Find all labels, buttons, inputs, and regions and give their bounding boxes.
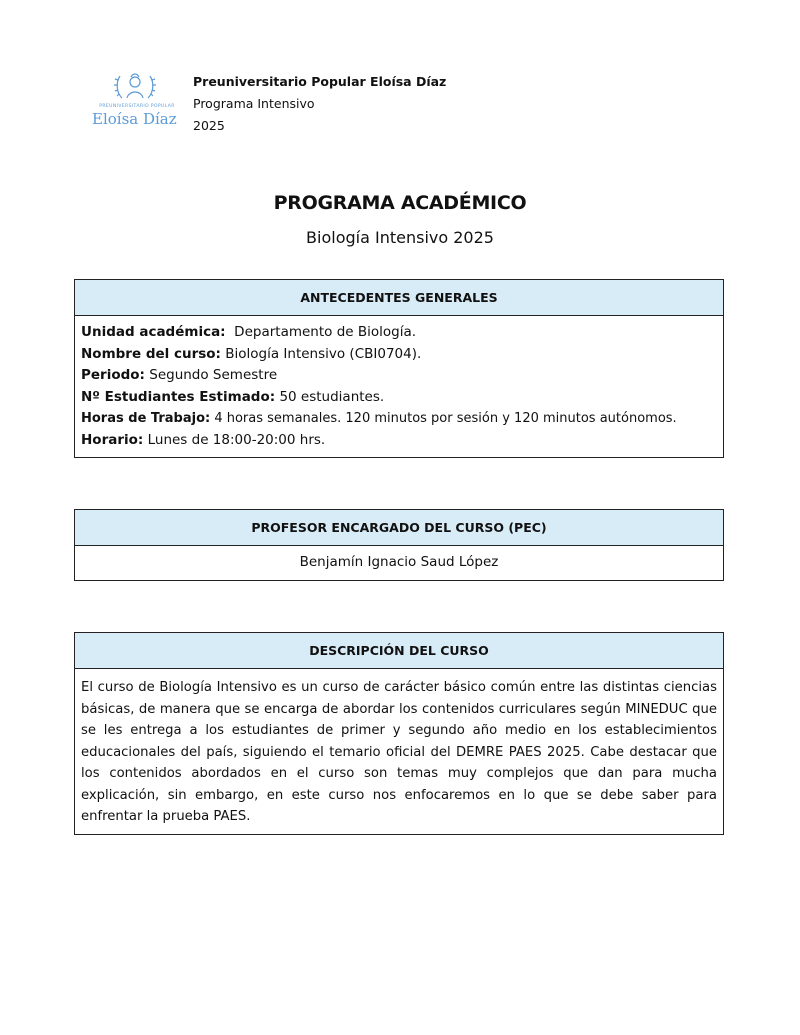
logo-name: Eloísa Díaz bbox=[92, 110, 177, 128]
page-header bbox=[88, 68, 688, 138]
info-row bbox=[81, 430, 717, 452]
info-value: 4 horas semanales. 120 minutos por sesión y 120 minutos autónomos. bbox=[210, 411, 677, 426]
program-name: Programa Intensivo bbox=[193, 96, 315, 111]
info-value: Lunes de 18:00-20:00 hrs. bbox=[143, 431, 326, 448]
info-value: Departamento de Biología. bbox=[225, 324, 417, 340]
info-label: Nº Estudiantes Estimado: bbox=[81, 388, 276, 405]
general-info-heading: ANTECEDENTES GENERALES bbox=[75, 280, 723, 316]
professor-box bbox=[74, 509, 724, 581]
info-row bbox=[81, 408, 717, 430]
page-subtitle: Biología Intensivo 2025 bbox=[306, 228, 494, 247]
program-year: 2025 bbox=[193, 118, 225, 133]
info-value: 50 estudiantes. bbox=[275, 388, 385, 405]
info-row bbox=[81, 322, 717, 344]
info-row bbox=[81, 365, 717, 387]
info-label: Nombre del curso: bbox=[81, 345, 221, 362]
general-info-box bbox=[74, 279, 724, 458]
header-text bbox=[193, 71, 446, 137]
description-box bbox=[74, 632, 724, 835]
info-label: Horas de Trabajo: bbox=[81, 411, 211, 426]
info-label: Unidad académica: bbox=[81, 324, 226, 340]
info-row bbox=[81, 387, 717, 409]
general-info-body bbox=[75, 316, 723, 457]
description-text: El curso de Biología Intensivo es un curso de carácter básico común entre las distintas ciencias básicas, de manera que se encarga de abordar los contenidos curriculares según MINEDUC que se les entrega a los estudiantes de primer y segundo año medio en los establecimientos educacionales del país, siguiendo el temario oficial del DEMRE PAES 2025. Cabe destacar que los contenidos abordados en el curso son temas muy complejos que dan para mucha explicación, sin embargo, en este curso nos enfocaremos en lo que se debe saber para enfrentar la prueba PAES. bbox=[81, 680, 717, 824]
info-row bbox=[81, 344, 717, 366]
logo bbox=[88, 68, 183, 134]
info-label: Horario: bbox=[81, 431, 144, 448]
org-name: Preuniversitario Popular Eloísa Díaz bbox=[193, 74, 447, 89]
info-value: Biología Intensivo (CBI0704). bbox=[220, 345, 422, 362]
page-title: PROGRAMA ACADÉMICO bbox=[273, 192, 527, 214]
info-value: Segundo Semestre bbox=[144, 367, 278, 383]
professor-heading: PROFESOR ENCARGADO DEL CURSO (PEC) bbox=[75, 510, 723, 546]
info-label: Periodo: bbox=[81, 367, 145, 383]
logo-subtitle: PREUNIVERSITARIO POPULAR bbox=[99, 104, 175, 109]
description-heading: DESCRIPCIÓN DEL CURSO bbox=[75, 633, 723, 669]
professor-name: Benjamín Ignacio Saud López bbox=[299, 554, 499, 570]
